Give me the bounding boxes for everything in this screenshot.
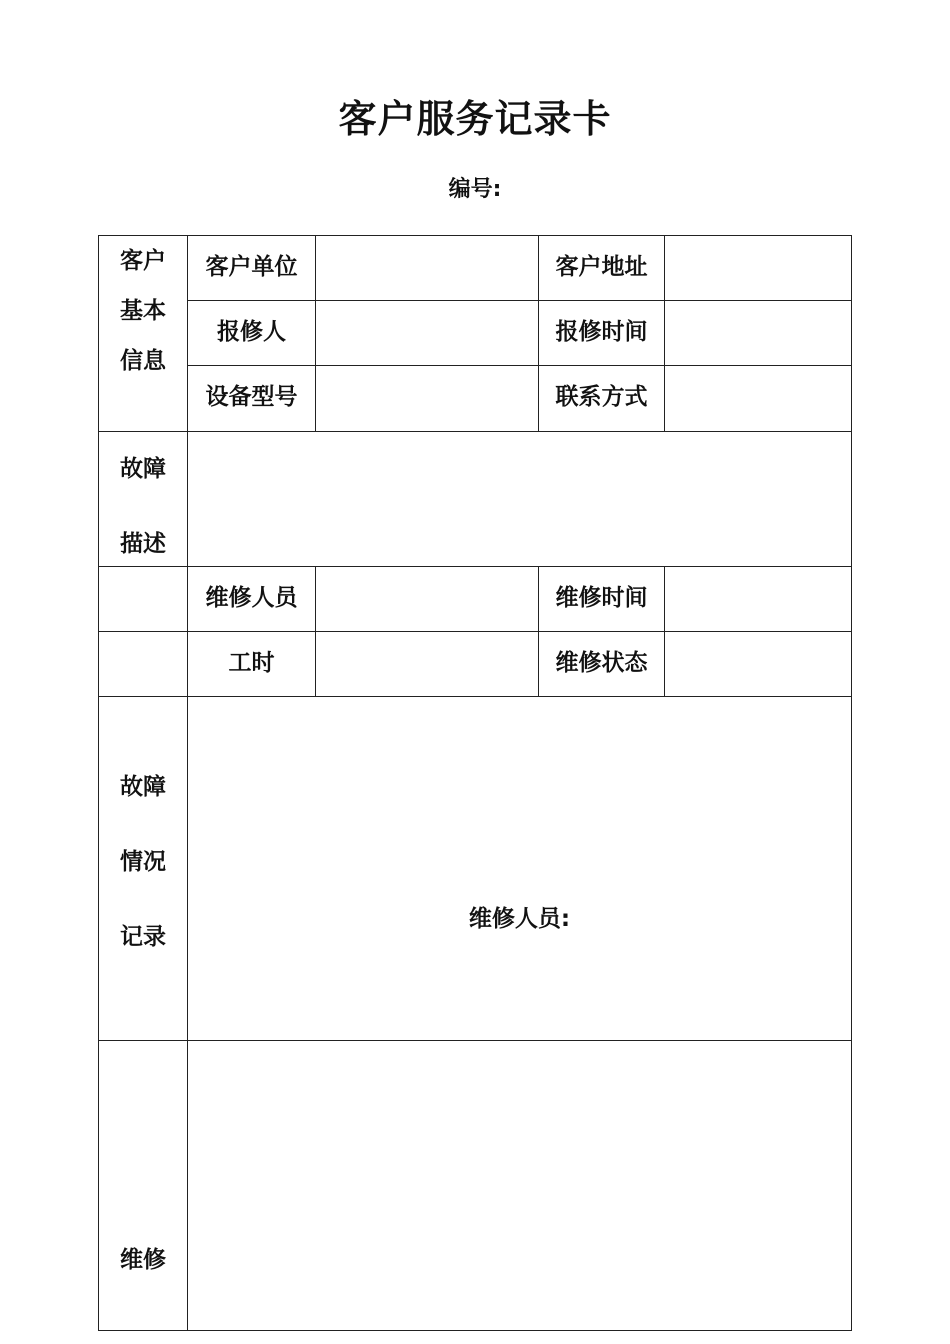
customer-info-line-1: 客户 [120,248,166,274]
reporter-label: 报修人 [187,300,316,366]
repair-section-field[interactable] [187,1040,852,1331]
fault-record-field[interactable] [187,696,852,1041]
fault-record-header [98,696,188,1041]
repair-status-field[interactable] [664,631,852,697]
repair-staff-field[interactable] [315,566,539,632]
contact-label: 联系方式 [538,365,665,432]
contact-field[interactable] [664,365,852,432]
service-record-table [98,235,852,1331]
report-time-field[interactable] [664,300,852,366]
fault-record-line-2: 情况 [120,849,166,875]
customer-unit-field[interactable] [315,235,539,301]
reporter-field[interactable] [315,300,539,366]
repair-staff-row-blank [98,566,188,632]
fault-description-line-1: 故障 [120,456,166,482]
customer-unit-label: 客户单位 [187,235,316,301]
report-time-label: 报修时间 [538,300,665,366]
device-model-field[interactable] [315,365,539,432]
fault-description-line-2: 描述 [120,531,166,557]
record-signature-label: 维修人员: [468,906,571,932]
repair-section-header [98,1040,188,1331]
repair-status-label: 维修状态 [538,631,665,697]
fault-description-field[interactable] [187,431,852,567]
page-title: 客户服务记录卡 [338,97,612,141]
repair-staff-label: 维修人员 [187,566,316,632]
customer-info-line-2: 基本 [120,298,166,324]
customer-address-field[interactable] [664,235,852,301]
fault-description-header [98,431,188,567]
customer-address-label: 客户地址 [538,235,665,301]
work-hours-field[interactable] [315,631,539,697]
repair-section-label: 维修 [120,1247,166,1273]
fault-record-line-3: 记录 [120,924,166,950]
customer-info-header [98,235,188,432]
fault-record-line-1: 故障 [120,774,166,800]
serial-number-label: 编号: [448,177,502,202]
device-model-label: 设备型号 [187,365,316,432]
repair-time-label: 维修时间 [538,566,665,632]
repair-time-field[interactable] [664,566,852,632]
customer-info-line-3: 信息 [120,348,166,374]
work-hours-label: 工时 [187,631,316,697]
work-hours-row-blank [98,631,188,697]
